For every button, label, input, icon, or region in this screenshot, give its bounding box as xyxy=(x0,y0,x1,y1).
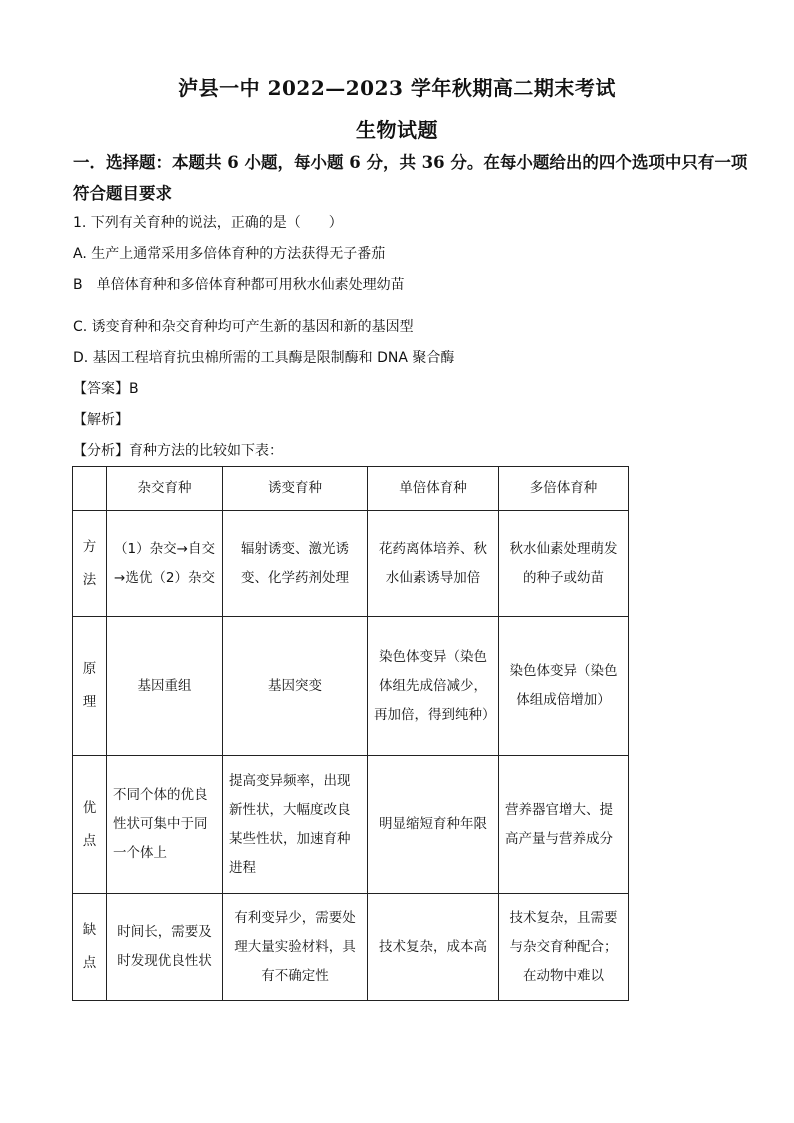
table-row xyxy=(73,756,629,894)
table-cell: 有利变异少，需要处理大量实验材料，具有不确定性 xyxy=(223,894,368,1001)
table-cell: 染色体变异（染色体组先成倍减少，再加倍，得到纯种） xyxy=(368,617,499,756)
header-cell: 诱变育种 xyxy=(223,467,368,511)
table-cell: 染色体变异（染色体组成倍增加） xyxy=(499,617,629,756)
option-d: D. 基因工程培育抗虫棉所需的工具酶是限制酶和 DNA 聚合酶 xyxy=(73,350,455,366)
table-cell: 营养器官增大、提高产量与营养成分 xyxy=(499,756,629,894)
option-c: C. 诱变育种和杂交育种均可产生新的基因和新的基因型 xyxy=(73,319,414,335)
table-cell: 不同个体的优良性状可集中于同一个体上 xyxy=(107,756,223,894)
table-cell: 秋水仙素处理萌发的种子或幼苗 xyxy=(499,511,629,617)
header-cell: 杂交育种 xyxy=(107,467,223,511)
option-b: B 单倍体育种和多倍体育种都可用秋水仙素处理幼苗 xyxy=(73,277,405,293)
table-cell: 提高变异频率，出现新性状，大幅度改良某些性状，加速育种进程 xyxy=(223,756,368,894)
analysis-text: 【分析】育种方法的比较如下表： xyxy=(73,443,283,459)
question-stem: 1. 下列有关育种的说法，正确的是（ ） xyxy=(73,215,343,231)
header-cell: 多倍体育种 xyxy=(499,467,629,511)
table-cell: 辐射诱变、激光诱变、化学药剂处理 xyxy=(223,511,368,617)
table-header-row xyxy=(73,467,629,511)
row-label: 原理 xyxy=(82,661,97,710)
row-label: 缺点 xyxy=(82,922,97,971)
table-row xyxy=(73,511,629,617)
option-a: A. 生产上通常采用多倍体育种的方法获得无子番茄 xyxy=(73,246,386,262)
table-row xyxy=(73,617,629,756)
table-cell: 基因重组 xyxy=(107,617,223,756)
row-label: 优点 xyxy=(82,799,97,849)
table-cell: 明显缩短育种年限 xyxy=(368,756,499,894)
breeding-comparison-table xyxy=(72,466,629,1001)
exam-title: 泸县一中 2022—2023 学年秋期高二期末考试 xyxy=(178,76,616,100)
table-cell: 基因突变 xyxy=(223,617,368,756)
table-cell: 技术复杂，成本高 xyxy=(368,894,499,1001)
answer-text: 【答案】B xyxy=(73,381,139,397)
header-cell: 单倍体育种 xyxy=(368,467,499,511)
analysis-label: 【解析】 xyxy=(73,412,129,428)
exam-subtitle: 生物试题 xyxy=(356,118,438,142)
row-label: 方法 xyxy=(82,538,97,588)
table-cell: 技术复杂，且需要与杂交育种配合；在动物中难以 xyxy=(499,894,629,1001)
table-cell: 时间长，需要及时发现优良性状 xyxy=(107,894,223,1001)
table-row xyxy=(73,894,629,1001)
table-cell: （1）杂交→自交→选优（2）杂交 xyxy=(107,511,223,617)
header-cell xyxy=(73,467,107,511)
section-heading: 一．选择题：本题共 6 小题，每小题 6 分，共 36 分。在每小题给出的四个选项中只有一项符合题目要求 xyxy=(73,153,748,203)
table-cell: 花药离体培养、秋水仙素诱导加倍 xyxy=(368,511,499,617)
